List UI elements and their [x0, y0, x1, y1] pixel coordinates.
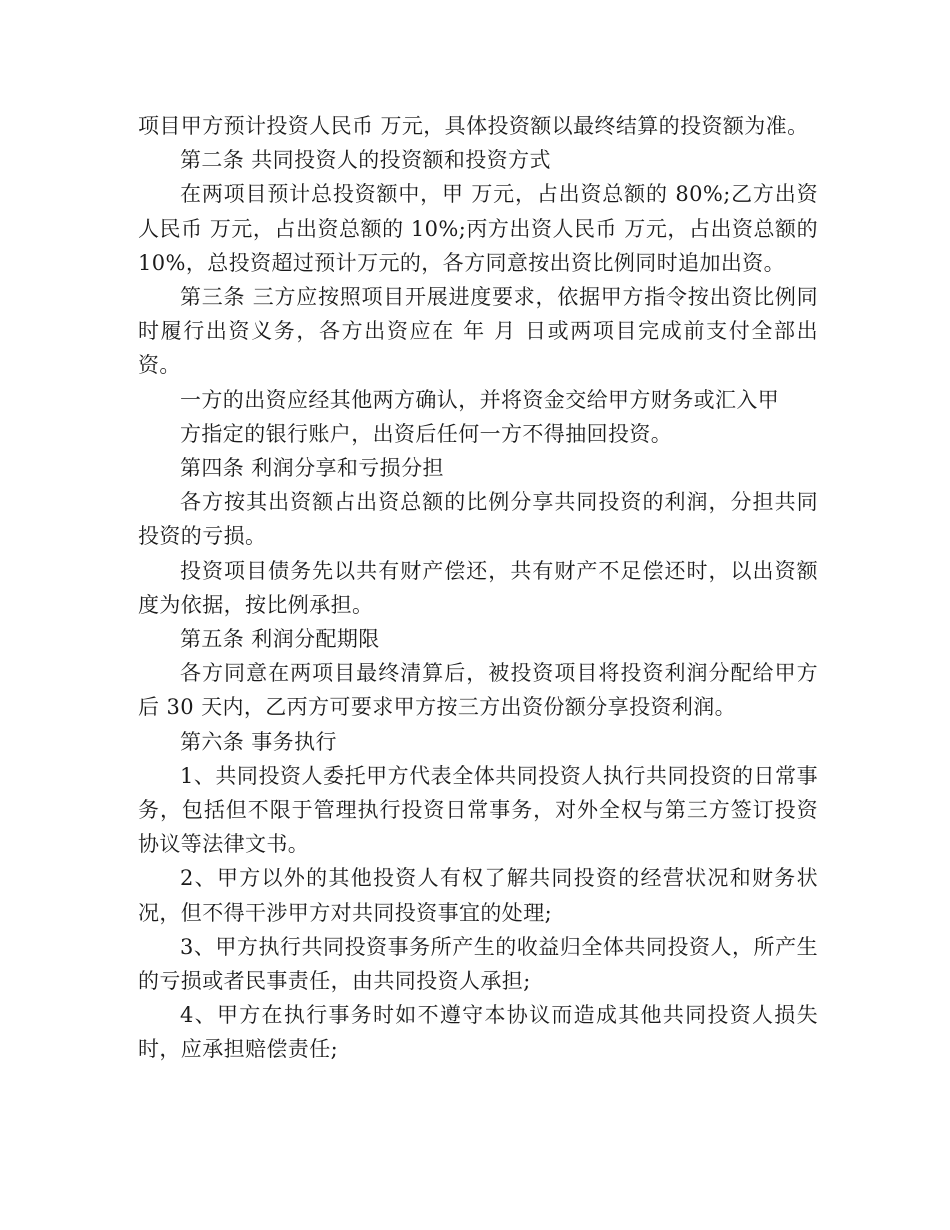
paragraph-5: 一方的出资应经其他两方确认，并将资金交给甲方财务或汇入甲 [180, 387, 780, 412]
article-5-heading: 第五条 利润分配期限 [180, 627, 380, 652]
article-4-heading: 第四条 利润分享和亏损分担 [180, 456, 444, 481]
paragraph-6: 方指定的银行账户，出资后任何一方不得抽回投资。 [180, 421, 673, 446]
clause-3: 3、甲方执行共同投资事务所产生的收益归全体共同投资人，所产生的亏损或者民事责任，由共同投资人承担; [138, 934, 818, 994]
paragraph-11: 各方同意在两项目最终清算后，被投资项目将投资利润分配给甲方后 30 天内，乙丙方可要求甲方按三方出资份额分享投资利润。 [138, 661, 818, 720]
document-body [138, 109, 818, 1067]
article-6-heading: 第六条 事务执行 [180, 729, 337, 754]
article-2-heading: 第二条 共同投资人的投资额和投资方式 [180, 148, 551, 173]
article-3-paragraph: 第三条 三方应按照项目开展进度要求，依据甲方指令按出资比例同时履行出资义务，各方出资应在 年 月 日或两项目完成前支付全部出资。 [138, 285, 818, 378]
paragraph-9: 投资项目债务先以共有财产偿还，共有财产不足偿还时，以出资额度为依据，按比例承担。 [138, 558, 818, 617]
paragraph-3: 在两项目预计总投资额中，甲 万元，占出资总额的 80%;乙方出资人民币 万元，占出资总额的 10%;丙方出资人民币 万元，占出资总额的 10%，总投资超过预计万元的，各方同意按出资比例同时追加出资。 [138, 182, 818, 275]
clause-2: 2、甲方以外的其他投资人有权了解共同投资的经营状况和财务状况，但不得干涉甲方对共同投资事宜的处理; [138, 866, 818, 925]
clause-4: 4、甲方在执行事务时如不遵守本协议而造成其他共同投资人损失时，应承担赔偿责任; [138, 1003, 818, 1062]
paragraph-1: 项目甲方预计投资人民币 万元，具体投资额以最终结算的投资额为准。 [138, 114, 809, 138]
paragraph-8: 各方按其出资额占出资总额的比例分享共同投资的利润，分担共同投资的亏损。 [138, 490, 818, 549]
clause-1: 1、共同投资人委托甲方代表全体共同投资人执行共同投资的日常事务，包括但不限于管理执行投资日常事务，对外全权与第三方签订投资协议等法律文书。 [138, 763, 818, 857]
